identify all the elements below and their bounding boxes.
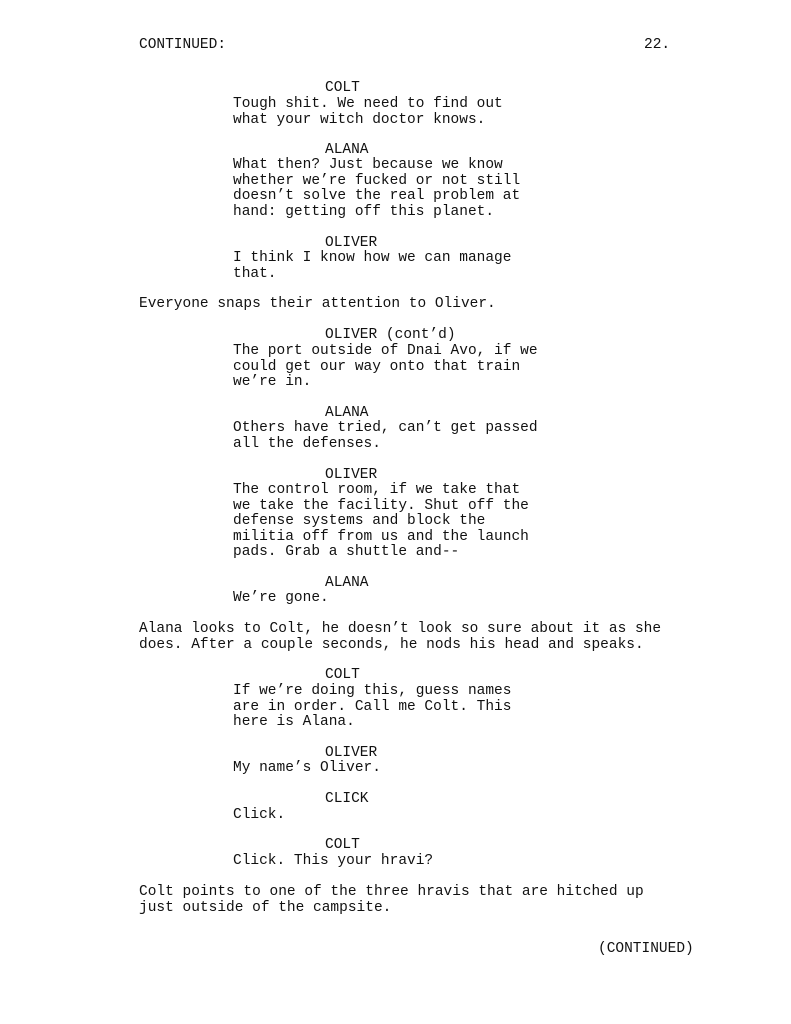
action-line: Alana looks to Colt, he doesn’t look so sure about it as she does. After a couple seconds, he nods his head and speaks. [139,621,662,653]
dialogue: Tough shit. We need to find out what your witch doctor knows. [233,96,503,128]
action-line: Everyone snaps their attention to Oliver. [139,296,496,312]
character-name: OLIVER [325,235,378,251]
character-name: ALANA [325,405,369,421]
dialogue: We’re gone. [233,590,329,606]
dialogue: The port outside of Dnai Avo, if we could get our way onto that train we’re in. [233,343,538,390]
character-name: COLT [325,80,360,96]
action-line: Colt points to one of the three hravis that are hitched up just outside of the campsite. [139,884,644,916]
continued-footer: (CONTINUED) [598,941,694,957]
dialogue: Click. [233,807,286,823]
character-name: COLT [325,667,360,683]
dialogue: My name’s Oliver. [233,760,381,776]
dialogue: Click. This your hravi? [233,853,434,869]
dialogue: If we’re doing this, guess names are in order. Call me Colt. This here is Alana. [233,683,512,730]
character-name: ALANA [325,575,369,591]
page-number: 22. [644,37,671,53]
dialogue: I think I know how we can manage that. [233,250,512,282]
character-name: OLIVER (cont’d) [325,327,456,343]
continued-header: CONTINUED: [139,37,227,53]
character-name: COLT [325,837,360,853]
character-name: OLIVER [325,467,378,483]
character-name: ALANA [325,142,369,158]
dialogue: What then? Just because we know whether we’re fucked or not still doesn’t solve the real problem at hand: getting off this planet. [233,157,521,220]
dialogue: Others have tried, can’t get passed all the defenses. [233,420,538,452]
character-name: CLICK [325,791,369,807]
character-name: OLIVER [325,745,378,761]
dialogue: The control room, if we take that we take the facility. Shut off the defense systems and block the militia off from us and the launch pads. Grab a shuttle and-- [233,482,529,560]
